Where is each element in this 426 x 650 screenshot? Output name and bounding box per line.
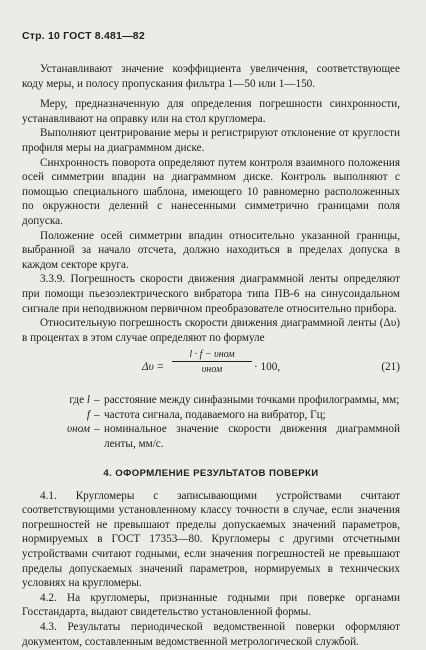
section-title: 4. ОФОРМЛЕНИЕ РЕЗУЛЬТАТОВ ПОВЕРКИ [103, 467, 319, 479]
page-header: Стр. 10 ГОСТ 8.481—82 [22, 30, 145, 42]
formula-tail: · 100, [254, 361, 281, 374]
definition-text: номинальное значение скорости движения диаграммной ленты, мм/с. [104, 423, 400, 451]
formula-numerator: l · f − υном [172, 349, 252, 362]
formula-fraction [172, 349, 252, 375]
definitions-list [22, 393, 400, 451]
paragraph: 4.3. Результаты периодической ведомственной поверки оформляют документом, составленным ведомственной метрологической службой. [22, 621, 400, 648]
definition-symbol: υном [67, 423, 90, 436]
definition-item: f – частота сигнала, подаваемого на вибратор, Гц; [22, 408, 400, 423]
formula-number: (21) [381, 361, 400, 374]
definition-item: где l – расстояние между синфазными точками профилограммы, мм; [69, 394, 400, 407]
paragraph: Относительную погрешность скорости движения диаграммной ленты (Δυ) в процентах в этом случае определяют по формуле [22, 317, 400, 344]
definition-item: υном – номинальное значение скорости движения диаграммной ленты, мм/с. [67, 423, 400, 451]
formula-21 [22, 349, 400, 389]
paragraph: 4.2. На кругломеры, признанные годными при поверке органами Госстандарта, выдают свидетельство установленной формы. [22, 591, 400, 619]
formula-denominator: υном [201, 364, 223, 376]
paragraph: 3.3.9. Погрешность скорости движения диаграммной ленты определяют при помощи пьезоэлектрического вибратора типа ПВ-6 на синусоидальном сигнале при неподвижном первичном преобразователе относительно прибора. [22, 273, 400, 315]
paragraph: Устанавливают значение коэффициента увеличения, соответствующее коду меры, и полосу пропускания фильтра 1—50 или 1—150. [22, 63, 400, 90]
paragraph: Меру, предназначенную для определения погрешности синхронности, устанавливают на оправку или на стол кругломера. [22, 98, 400, 125]
definition-text: частота сигнала, подаваемого на вибратор, Гц; [104, 408, 326, 421]
definition-symbol: l [86, 394, 90, 407]
formula-lhs: Δυ = [142, 361, 165, 374]
definition-prefix: где [69, 394, 85, 407]
paragraph: 4.1. Кругломеры с записывающими устройствами считают соответствующими установленному классу точности в случае, если значения погрешностей не превышают пределы допускаемых значений параметров, нормируемых в ГОСТ 17353—80. Кругломеры с другими отсчетными устройствами считают годными, если значения погрешностей не превышают пределы допускаемых значений параметров, нормируемых в технических условиях на кругломеры. [22, 489, 400, 590]
paragraph: Выполняют центрирование меры и регистрируют отклонение от круглости профиля меры на диаграммном диске. [22, 127, 400, 154]
paragraph: Синхронность поворота определяют путем контроля взаимного положения осей симметрии впадин на диаграммном диске. Контроль выполняют с помощью специального шаблона, имеющего 10 равномерно расположенных по окружности делений с нанесенными симметрично границами поля допуска. [22, 156, 400, 227]
paragraph: Положение осей симметрии впадин относительно указанной границы, выбранной за начало отсчета, должно находиться в пределах допуска в каждом секторе круга. [22, 229, 400, 271]
definition-text: расстояние между синфазными точками профилограммы, мм; [104, 394, 400, 407]
definition-symbol: f [86, 408, 90, 421]
